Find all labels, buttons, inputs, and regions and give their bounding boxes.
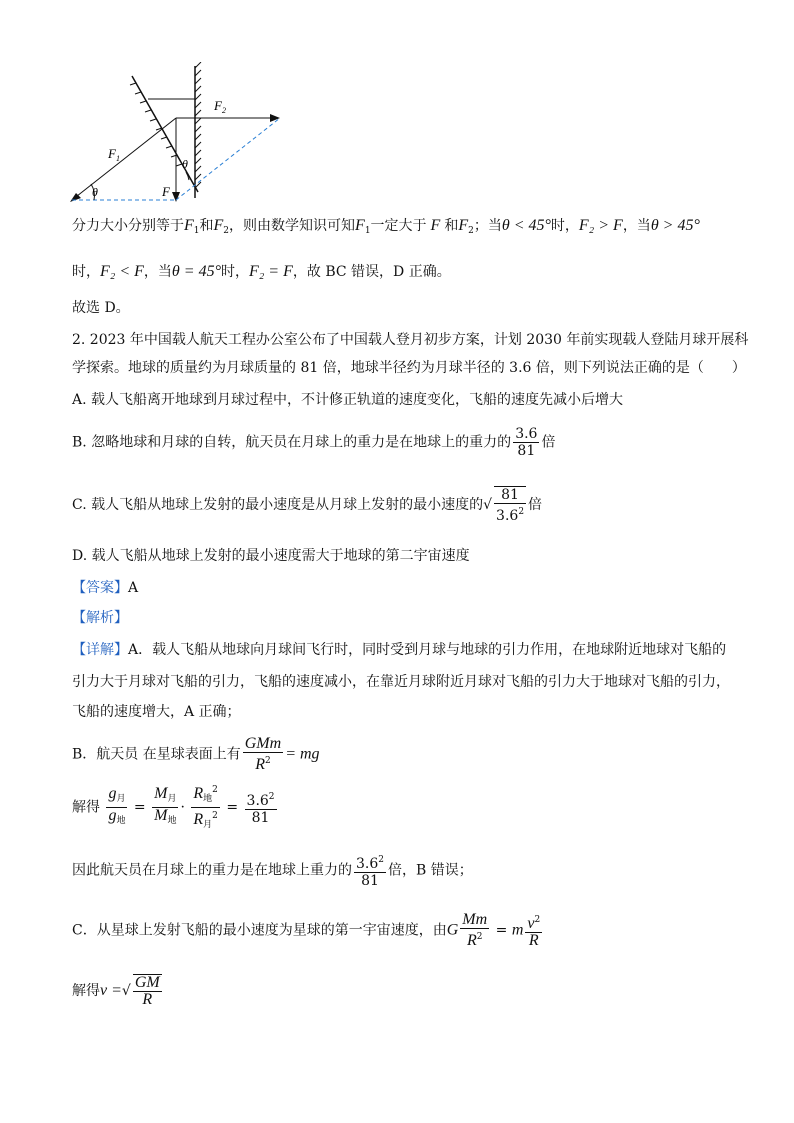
option-c: C. 载人飞船从地球上发射的最小速度是从月球上发射的最小速度的√ $\frac{81}{3.6^2}$ 倍 — [72, 487, 543, 524]
option-d: D. 载人飞船从地球上发射的最小速度需大于地球的第二宇宙速度 — [72, 548, 470, 564]
detail-c-solve: 解得v =√ $\frac{GM}{R}$ — [72, 974, 160, 1008]
detail-b-conc: 因此航天员在月球上的重力是在地球上重力的 $\frac{3.6^2}{81}$ 倍，B 错误； — [72, 852, 473, 889]
detail-b-solve: 解得 $\frac{g_月}{g_地}$ = $\frac{M_月}{M_地}$ · $\frac{R_地^2}{R_月^2}$ = $\frac{3.6^2}{81}$ — [72, 782, 279, 833]
para1-line1: 分力大小分别等于$F_1$和$F_2$，则由数学知识可知$F_1$一定大于 F 和$F_2$；当θ < 45°时，F₂ > F，当θ > 45° — [72, 217, 700, 236]
answer: 【答案】A — [72, 580, 139, 596]
select-d: 故选 D。 — [72, 300, 130, 316]
label-theta-right: θ — [182, 157, 188, 171]
label-f1: $F_1$ — [108, 146, 120, 163]
detail-line3: 飞船的速度增大，A 正确； — [72, 704, 241, 720]
detail-c-eq: C．从星球上发射飞船的最小速度为星球的第一宇宙速度，由G $\frac{Mm}{R^2}$ = m $\frac{v^2}{R}$ — [72, 911, 541, 949]
force-diagram — [58, 62, 298, 212]
option-a: A. 载人飞船离开地球到月球过程中，不计修正轨道的速度变化，飞船的速度先减小后增大 — [72, 392, 624, 408]
option-b: B. 忽略地球和月球的自转，航天员在月球上的重力是在地球上的重力的 $\frac{3.6}{81}$ 倍 — [72, 426, 556, 459]
label-f2: $F_2$ — [214, 98, 226, 115]
detail-b-eq: B．航天员 在星球表面上有 $\frac{\text{GMm}}{R^2}$ = mg — [72, 735, 320, 773]
analysis-tag: 【解析】 — [72, 610, 128, 626]
detail-line1: 【详解】A．载人飞船从地球向月球间飞行时，同时受到月球与地球的引力作用，在地球附近地球对飞船的 — [72, 642, 727, 658]
question-line1: 2. 2023 年中国载人航天工程办公室公布了中国载人登月初步方案，计划 2030 年前实现载人登陆月球开展科 — [72, 332, 749, 348]
detail-line2: 引力大于月球对飞船的引力，飞船的速度减小，在靠近月球附近月球对飞船的引力大于地球对飞船的引力， — [72, 674, 730, 690]
para1-line2: 时，F₂ < F，当θ = 45°时，F₂ = F，故 BC 错误，D 正确。 — [72, 263, 451, 280]
label-theta-left: θ — [92, 185, 98, 199]
question-line2: 学探索。地球的质量约为月球质量的 81 倍，地球半径约为月球半径的 3.6 倍，则下列说法正确的是（ ） — [72, 360, 746, 376]
label-f: F — [162, 184, 170, 199]
